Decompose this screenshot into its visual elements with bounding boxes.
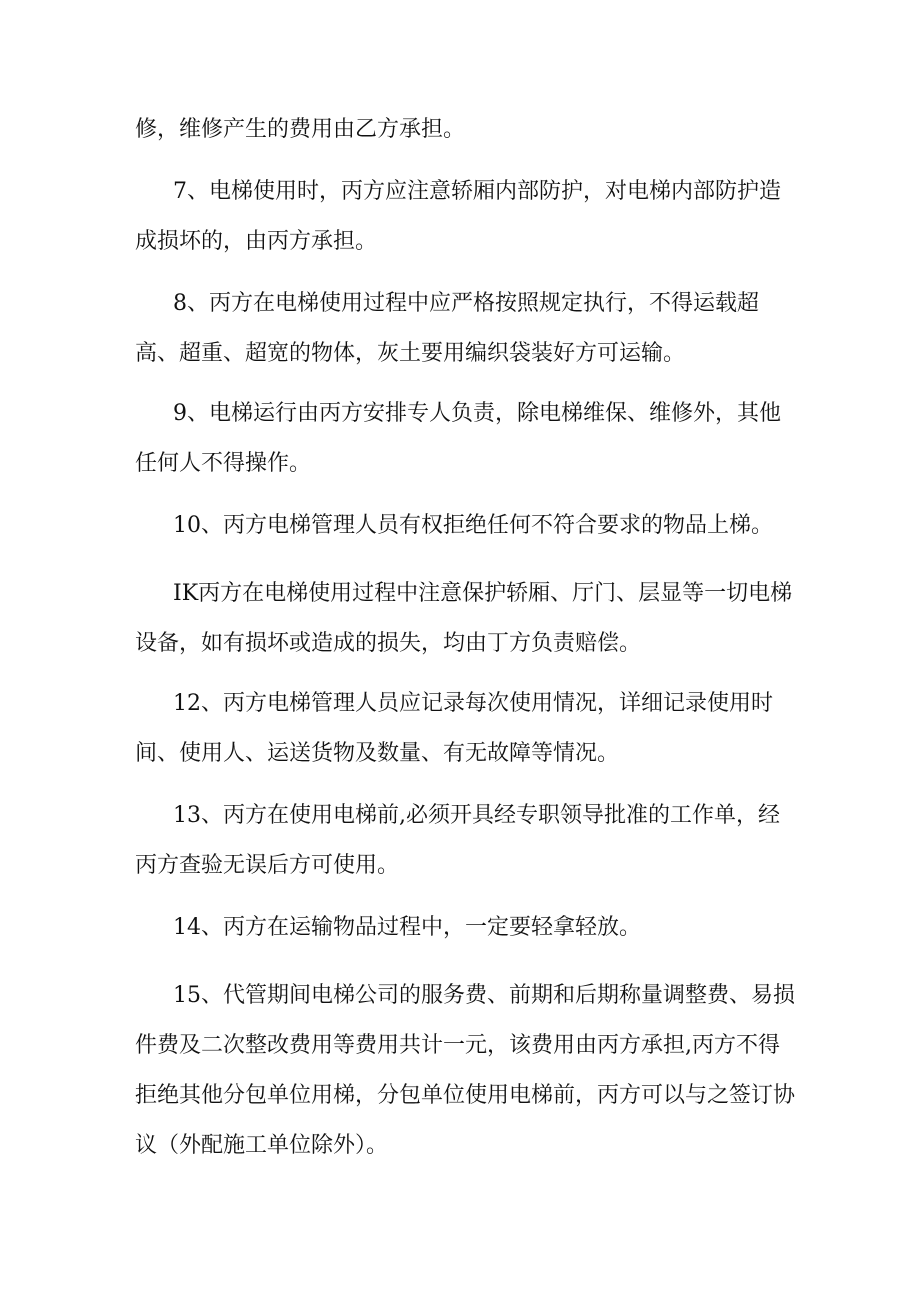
item-8-line-2: 高、超重、超宽的物体，灰土要用编织袋装好方可运输。 xyxy=(135,341,686,366)
item-13-line-2: 丙方查验无误后方可使用。 xyxy=(135,853,400,878)
item-10-line-1: 10、丙方电梯管理人员有权拒绝任何不符合要求的物品上梯。 xyxy=(173,513,773,538)
item-7-line-1: 7、电梯使用时，丙方应注意轿厢内部防护，对电梯内部防护造 xyxy=(173,179,781,204)
item-13-line-1: 13、丙方在使用电梯前,必须开具经专职领导批准的工作单，经 xyxy=(173,803,780,828)
item-12-line-1: 12、丙方电梯管理人员应记录每次使用情况，详细记录使用时 xyxy=(173,691,773,716)
item-15-line-1: 15、代管期间电梯公司的服务费、前期和后期称量调整费、易损 xyxy=(173,983,795,1008)
text-line-continuation-1: 修，维修产生的费用由乙方承担。 xyxy=(135,117,466,142)
item-8-line-1: 8、丙方在电梯使用过程中应严格按照规定执行，不得运载超 xyxy=(173,291,759,316)
item-9-line-1: 9、电梯运行由丙方安排专人负责，除电梯维保、维修外，其他 xyxy=(173,401,781,426)
item-11-line-1: IK丙方在电梯使用过程中注意保护轿厢、厅门、层显等一切电梯 xyxy=(173,581,793,606)
item-14-line-1: 14、丙方在运输物品过程中，一定要轻拿轻放。 xyxy=(173,915,641,940)
item-7-line-2: 成损坏的，由丙方承担。 xyxy=(135,229,378,254)
item-15-line-3: 拒绝其他分包单位用梯，分包单位使用电梯前，丙方可以与之签订协 xyxy=(135,1083,796,1108)
item-11-line-2: 设备，如有损坏或造成的损失，均由丁方负责赔偿。 xyxy=(135,631,642,656)
item-9-line-2: 任何人不得操作。 xyxy=(135,451,312,476)
item-15-line-4: 议（外配施工单位除外）。 xyxy=(135,1133,389,1158)
item-12-line-2: 间、使用人、运送货物及数量、有无故障等情况。 xyxy=(135,741,620,766)
item-15-line-2: 件费及二次整改费用等费用共计一元，该费用由丙方承担,丙方不得 xyxy=(135,1033,780,1058)
